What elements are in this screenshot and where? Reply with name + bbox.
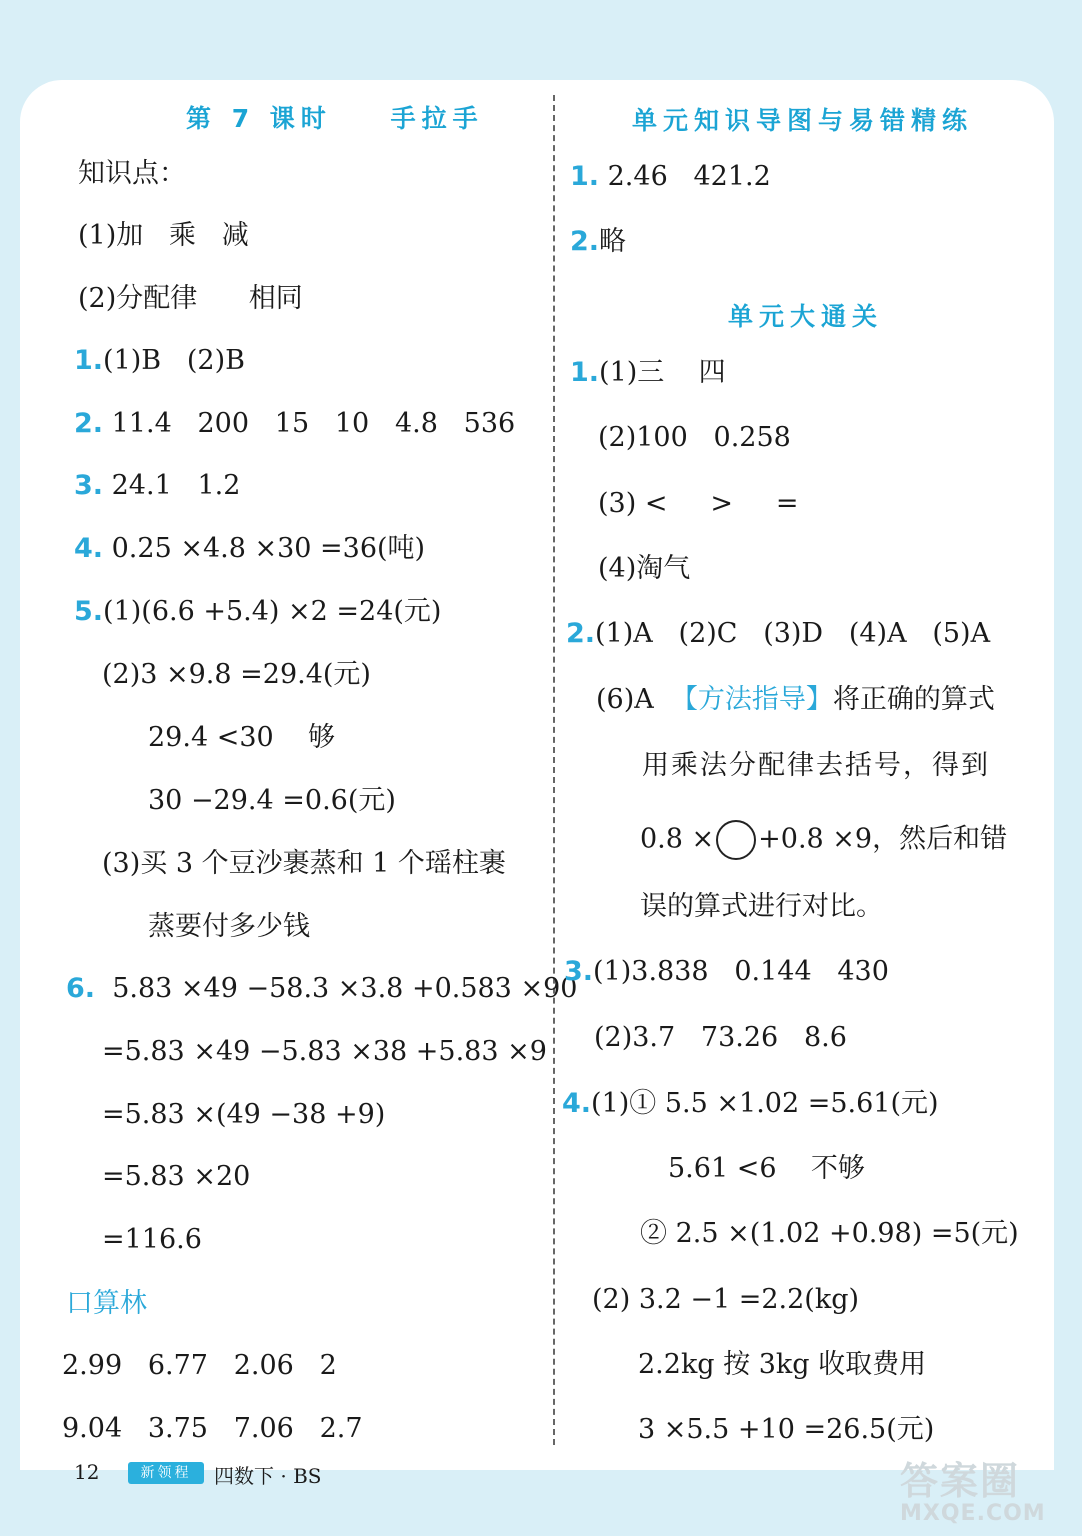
unit-answer-4-2-total: 3 ×5.5 +10 =26.5(元) [638,1414,935,1445]
grade-label: 四数下 · BS [214,1464,322,1488]
answer-3: 3. 24.1 1.2 [74,470,241,501]
answer-5-2: (2)3 ×9.8 =29.4(元) [102,659,371,690]
unit-answer-3-1: 3.(1)3.838 0.144 430 [564,956,889,987]
answer-5-3: (3)买 3 个豆沙裹蒸和 1 个瑶柱裹 [102,848,506,879]
answer-5-2-compare: 29.4 <30 够 [148,722,336,753]
unit-answer-2: 2.(1)A (2)C (3)D (4)A (5)A [566,618,991,649]
answer-6-step-2: =5.83 ×(49 −38 +9) [102,1099,386,1130]
page-number: 12 [74,1460,100,1484]
unit-answer-1-2: (2)100 0.258 [598,422,791,453]
unit-answer-2-6: (6)A 【方法指导】将正确的算式 [596,684,995,715]
knowledge-label: 知识点： [78,158,186,189]
right-heading-1: 单元知识导图与易错精练 [632,106,974,135]
answer-6-step-4: =116.6 [102,1224,202,1255]
unit-answer-1-1: 1.(1)三 四 [570,357,726,388]
unit-answer-4-2: (2) 3.2 −1 =2.2(kg) [592,1284,860,1315]
review-answer-2: 2.略 [570,226,627,257]
blank-circle-icon [716,820,756,860]
unit-answer-4-2-note: 2.2kg 按 3kg 收取费用 [638,1349,927,1380]
answer-5-3-cont: 蒸要付多少钱 [148,911,310,942]
method-guide-line-2: 用乘法分配律去括号，得到 [642,750,990,781]
answer-5-1: 5.(1)(6.6 +5.4) ×2 =24(元) [74,596,442,627]
method-guide-line-4: 误的算式进行对比。 [640,891,883,922]
review-answer-1: 1. 2.46 421.2 [570,161,771,192]
answer-6: 6. 5.83 ×49 −58.3 ×3.8 +0.583 ×90 [66,973,578,1004]
method-guide-line-3: 0.8 × +0.8 ×9，然后和错 [640,820,1007,860]
unit-answer-4-1-compare: 5.61 <6 不够 [668,1153,865,1184]
brand-badge: 新领程 [128,1462,204,1484]
left-heading: 第 7 课时 手拉手 [186,104,484,133]
unit-answer-3-2: (2)3.7 73.26 8.6 [594,1022,847,1053]
unit-answer-4-1: 4.(1)① 5.5 ×1.02 =5.61(元) [562,1088,939,1119]
column-divider [553,95,555,1445]
mental-math-row-1: 2.99 6.77 2.06 2 [62,1350,337,1381]
knowledge-item-1: (1)加 乘 减 [78,220,249,251]
answer-6-step-1: =5.83 ×49 −5.83 ×38 +5.83 ×9 [102,1036,547,1067]
answer-4: 4. 0.25 ×4.8 ×30 =36(吨) [74,533,426,564]
mental-math-row-2: 9.04 3.75 7.06 2.7 [62,1413,363,1444]
unit-answer-1-3: (3) < > = [598,488,799,519]
knowledge-item-2: (2)分配律 相同 [78,283,303,314]
method-guide-text: 将正确的算式 [832,684,995,715]
answer-1: 1.(1)B (2)B [74,345,245,376]
unit-answer-1-4: (4)淘气 [598,553,691,584]
answer-2: 2. 11.4 200 15 10 4.8 536 [74,408,516,439]
unit-answer-4-1-2: ② 2.5 ×(1.02 +0.98) =5(元) [640,1218,1019,1249]
right-heading-2: 单元大通关 [728,302,884,331]
method-guide-tag: 【方法指导】 [670,684,833,715]
watermark-logo: 答案圈 MXQE.COM [900,1459,1046,1526]
answer-6-step-3: =5.83 ×20 [102,1161,251,1192]
mental-math-label: 口算林 [66,1288,147,1319]
answer-5-2-change: 30 −29.4 =0.6(元) [148,785,396,816]
